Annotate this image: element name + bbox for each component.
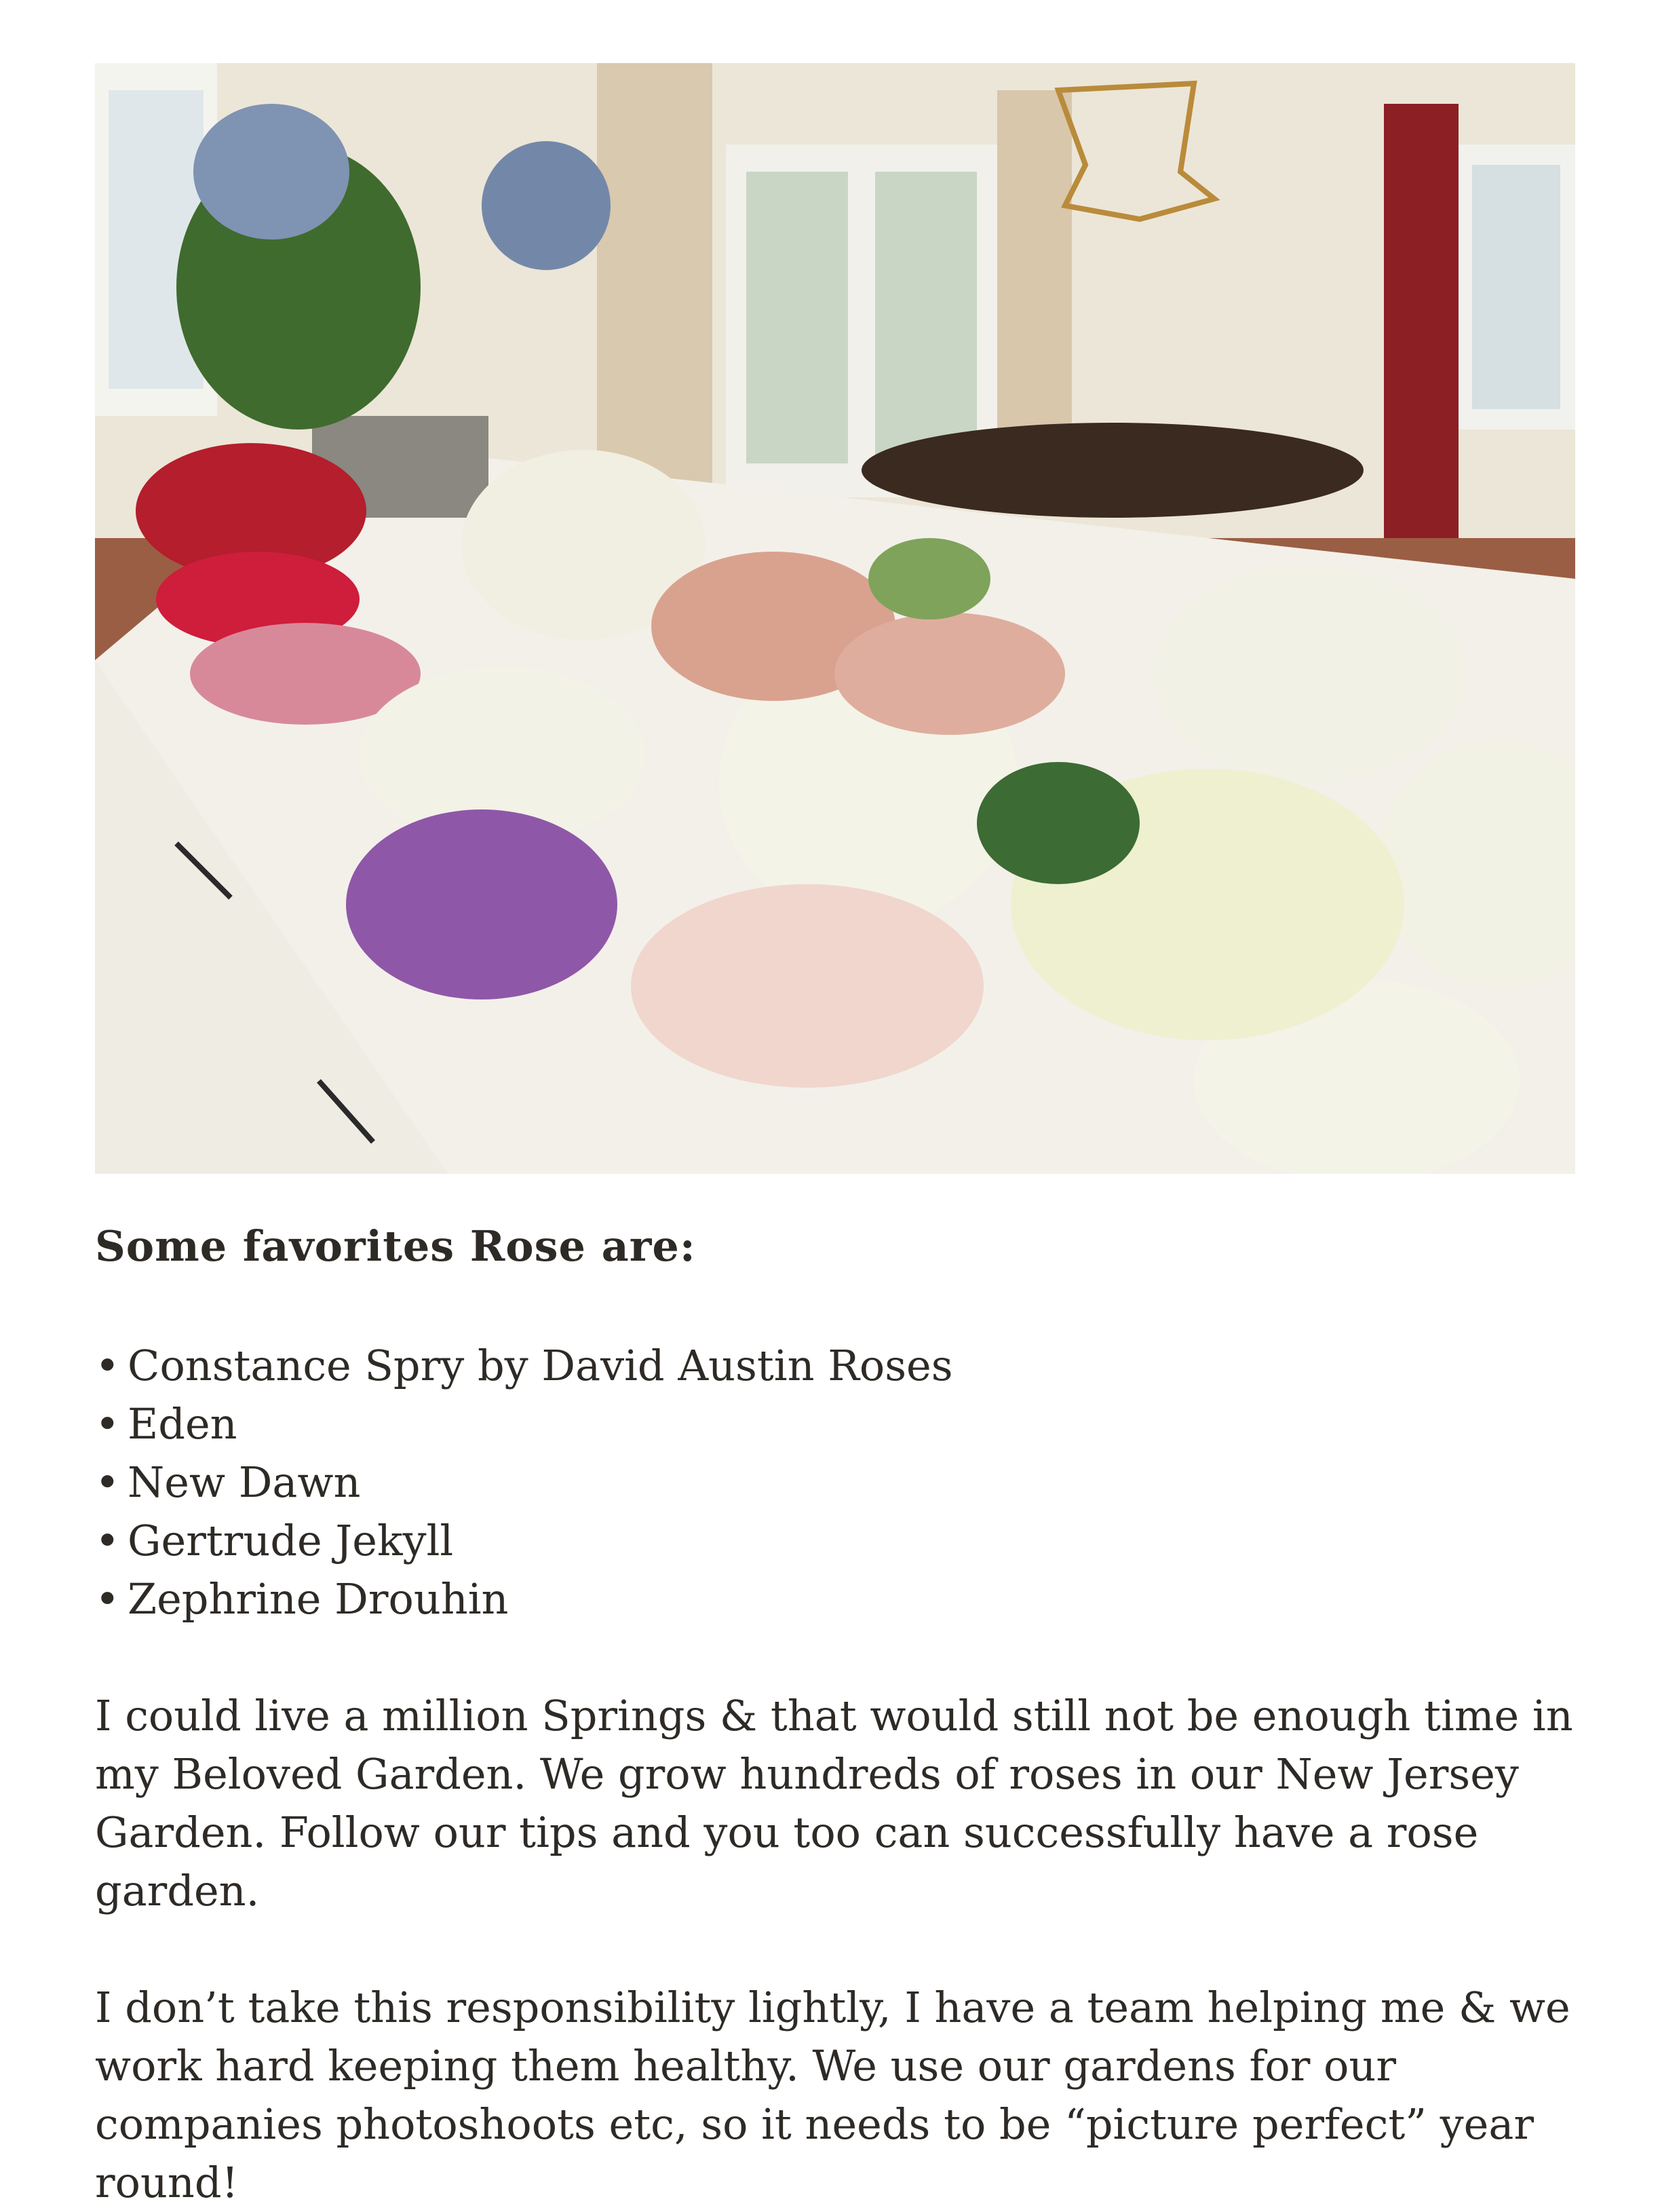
bullet-icon: •: [95, 1341, 120, 1391]
list-item-label: New Dawn: [128, 1457, 361, 1508]
list-item-label: Zephrine Drouhin: [128, 1574, 509, 1624]
list-item-label: Eden: [128, 1399, 237, 1449]
responsibility-paragraph: I don’t take this responsibility lightly, I have a team helping me & we work hard keeping them healthy. We use our gardens for our companies photoshoots etc, so it needs to be “picture perfect” year round!: [95, 1983, 1570, 2208]
list-item-label: Gertrude Jekyll: [128, 1516, 454, 1566]
flower-arrangement-photo: [95, 63, 1575, 1174]
favorite-roses-list: [95, 1337, 1575, 1628]
list-item: [95, 1453, 1575, 1512]
article-page: [95, 63, 1575, 2212]
bullet-icon: •: [95, 1574, 120, 1624]
bullet-icon: •: [95, 1399, 120, 1449]
list-item: [95, 1395, 1575, 1453]
list-item: [95, 1512, 1575, 1570]
bullet-icon: •: [95, 1516, 120, 1566]
list-item: [95, 1570, 1575, 1628]
list-item: [95, 1337, 1575, 1395]
bullet-icon: •: [95, 1457, 120, 1508]
photo-illustration: [95, 63, 1575, 1174]
garden-paragraph: I could live a million Springs & that would still not be enough time in my Beloved Garden. We grow hundreds of roses in our New Jersey Garden. Follow our tips and you too can successfully have a rose garden.: [95, 1691, 1573, 1916]
favorites-heading: Some favorites Rose are:: [95, 1221, 696, 1271]
list-item-label: Constance Spry by David Austin Roses: [128, 1341, 953, 1391]
